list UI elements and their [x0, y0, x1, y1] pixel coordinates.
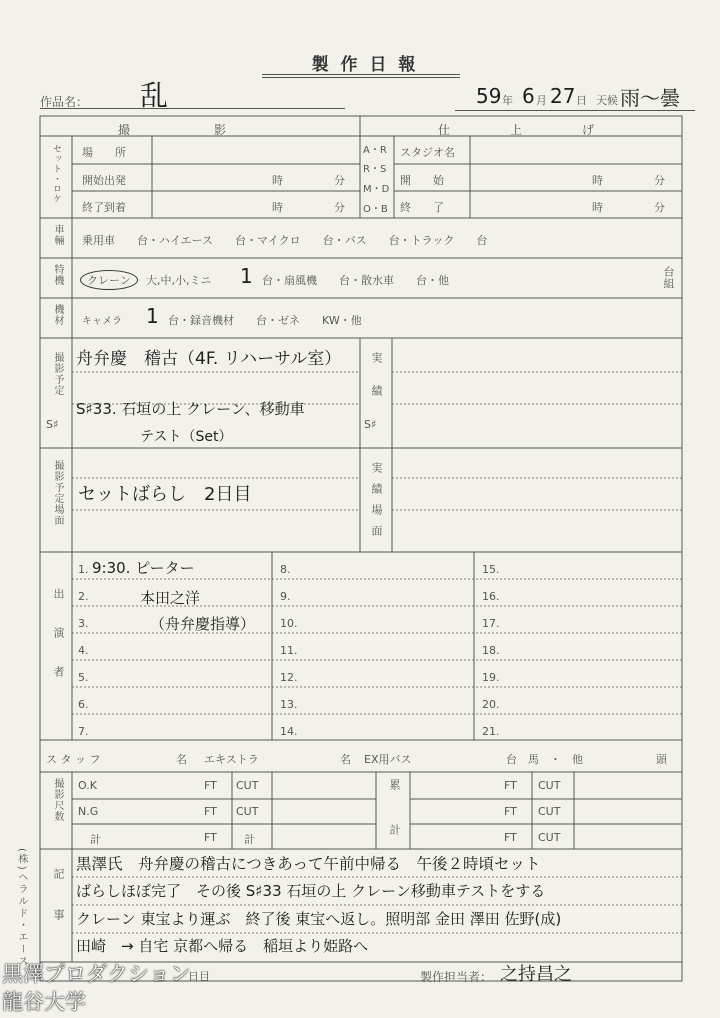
cast-slot: 18. — [482, 644, 500, 657]
crane-label: クレーン — [80, 270, 138, 290]
crane-count: 1 — [240, 264, 253, 288]
schedule-actual-s-label: S♯ — [364, 418, 377, 431]
finish-end-min: 分 — [654, 201, 665, 214]
company-label: (株)ヘラルド・エース — [16, 848, 27, 968]
film-ng-label: N.G — [78, 805, 99, 818]
cast-slot: 19. — [482, 671, 500, 684]
schedule-line-1: 舟弁慶 稽古（4F. リハーサル室） — [76, 349, 342, 369]
finish-end-hour: 時 — [592, 201, 603, 214]
schedule-line-3: テスト（Set） — [140, 429, 233, 445]
date-year: 59 — [476, 84, 502, 108]
bus-label: EX用バス — [364, 753, 412, 766]
scene-plan-label: 撮影予定場面 — [52, 460, 63, 526]
cast-slot: 2. — [78, 590, 89, 603]
staff-name-unit: 名 — [176, 753, 187, 766]
bus-unit: 台 — [506, 753, 517, 766]
work-name-value: 乱 — [140, 79, 169, 112]
cast-slot: 4. — [78, 644, 89, 657]
watermark-line-1: 黒澤プロダクション — [2, 962, 191, 986]
film-total-label: 計 — [90, 833, 101, 846]
finish-start-hour: 時 — [592, 174, 603, 187]
camera-count: 1 — [146, 304, 159, 328]
finish-end-label: 終 了 — [400, 201, 444, 214]
set-location-label: セット・ロケ — [51, 144, 61, 204]
film-ng-ft: FT — [204, 805, 217, 818]
set-start-label: 開始出発 — [82, 174, 126, 187]
day-unit: 日 — [576, 94, 587, 107]
cum-cut-2: CUT — [538, 805, 561, 818]
code-rs: R・S — [363, 164, 387, 175]
film-total-ft: FT — [204, 831, 217, 844]
cum-cut-1: CUT — [538, 779, 561, 792]
producer-label: 製作担当者： — [420, 970, 493, 984]
cast-slot: 5. — [78, 671, 89, 684]
set-end-label: 終了到着 — [82, 201, 126, 214]
date-day: 27 — [550, 84, 576, 108]
cast-slot: 8. — [280, 563, 291, 576]
schedule-s-label: S♯ — [46, 418, 59, 431]
extra-name-unit: 名 — [340, 753, 351, 766]
cast-entry-2: 本田之洋 — [140, 589, 201, 607]
cum-ft-2: FT — [504, 805, 517, 818]
section-shooting: 撮 影 — [118, 123, 227, 137]
month-unit: 月 — [536, 94, 547, 107]
finish-start-label: 開 始 — [400, 174, 444, 187]
watermark-line-2: 龍谷大学 — [2, 990, 86, 1014]
work-name-label: 作品名： — [40, 95, 89, 109]
notes-line-3: クレーン 東宝より運ぶ 終了後 東宝へ返し。照明部 金田 澤田 佐野(成) — [76, 910, 562, 928]
notes-line-2: ばらしほぼ完了 その後 S♯33 石垣の上 クレーン移動車テストをする — [76, 882, 546, 900]
studio-name-label: スタジオ名 — [400, 146, 455, 159]
code-md: M・D — [363, 184, 390, 195]
cast-slot: 20. — [482, 698, 500, 711]
set-start-min: 分 — [334, 174, 345, 187]
special-label: 特機 — [52, 264, 63, 286]
set-start-hour: 時 — [272, 174, 283, 187]
film-total-kei: 計 — [244, 833, 255, 846]
film-label: 撮影尺数 — [52, 778, 63, 822]
schedule-actual-label: 実績 — [370, 352, 383, 418]
special-unit: 台組 — [662, 266, 675, 290]
notes-label: 記事 — [52, 868, 65, 950]
cum-cut-3: CUT — [538, 831, 561, 844]
film-ok-label: O.K — [78, 779, 97, 792]
cast-slot: 13. — [280, 698, 298, 711]
cum-ft-3: FT — [504, 831, 517, 844]
cast-slot: 10. — [280, 617, 298, 630]
cast-slot: 12. — [280, 671, 298, 684]
set-end-min: 分 — [334, 201, 345, 214]
weather-value: 雨～曇 — [620, 86, 680, 110]
schedule-line-2: S♯33. 石垣の上 クレーン、移動車 — [76, 400, 305, 418]
cast-slot: 14. — [280, 725, 298, 738]
film-ng-cut: CUT — [236, 805, 259, 818]
schedule-label: 撮影予定 — [52, 352, 63, 396]
section-finishing: 仕 上 げ — [438, 123, 595, 137]
cast-slot: 21. — [482, 725, 500, 738]
year-unit: 年 — [502, 94, 513, 107]
equipment-text: 台・録音機材 台・ゼネ KW・他 — [168, 314, 362, 327]
crane-sizes: 大,中,小,ミニ — [146, 274, 212, 287]
vehicles-text: 乗用車 台・ハイエース 台・マイクロ 台・バス 台・トラック 台 — [82, 234, 488, 247]
date-month: 6 — [522, 84, 535, 108]
extra-label: エキストラ — [204, 753, 259, 766]
cast-slot: 1. — [78, 563, 89, 576]
cast-slot: 9. — [280, 590, 291, 603]
cast-slot: 3. — [78, 617, 89, 630]
weather-label: 天候 — [596, 94, 618, 107]
footer-day-suffix: 日目 — [188, 970, 210, 983]
cast-slot: 16. — [482, 590, 500, 603]
set-place-label: 場 所 — [82, 146, 126, 159]
vehicles-label: 車輛 — [52, 224, 63, 246]
cast-slot: 6. — [78, 698, 89, 711]
film-ok-ft: FT — [204, 779, 217, 792]
cast-slot: 7. — [78, 725, 89, 738]
scene-plan-text: セットばらし 2日目 — [78, 484, 252, 505]
notes-line-1: 黒澤氏 舟弁慶の稽古につきあって午前中帰る 午後２時頃セット — [76, 855, 541, 873]
staff-label: ス タ ッ フ — [46, 753, 101, 766]
film-cumulative-label: 累計 — [388, 779, 401, 869]
set-end-hour: 時 — [272, 201, 283, 214]
finish-start-min: 分 — [654, 174, 665, 187]
page-title: 製 作 日 報 — [311, 55, 419, 75]
horse-label: 馬 ・ 他 — [528, 753, 583, 766]
equipment-label: 機材 — [52, 304, 63, 326]
cast-entry-3: （舟弁慶指導） — [150, 615, 256, 633]
special-text: 台・扇風機 台・散水車 台・他 — [262, 274, 449, 287]
horse-unit: 頭 — [656, 753, 667, 766]
scene-actual-label: 実績場面 — [370, 462, 383, 546]
camera-label: キャメラ — [82, 316, 122, 327]
cast-label: 出演者 — [52, 588, 65, 705]
producer-name: 之持昌之 — [500, 964, 572, 985]
film-ok-cut: CUT — [236, 779, 259, 792]
code-ob: O・B — [363, 204, 388, 215]
cum-ft-1: FT — [504, 779, 517, 792]
cast-slot: 11. — [280, 644, 298, 657]
cast-entry-1: 9:30. ピーター — [92, 559, 195, 577]
cast-slot: 17. — [482, 617, 500, 630]
notes-line-4: 田崎 → 自宅 京都へ帰る 稲垣より姫路へ — [76, 937, 369, 955]
code-ar: A・R — [363, 145, 387, 156]
cast-slot: 15. — [482, 563, 500, 576]
